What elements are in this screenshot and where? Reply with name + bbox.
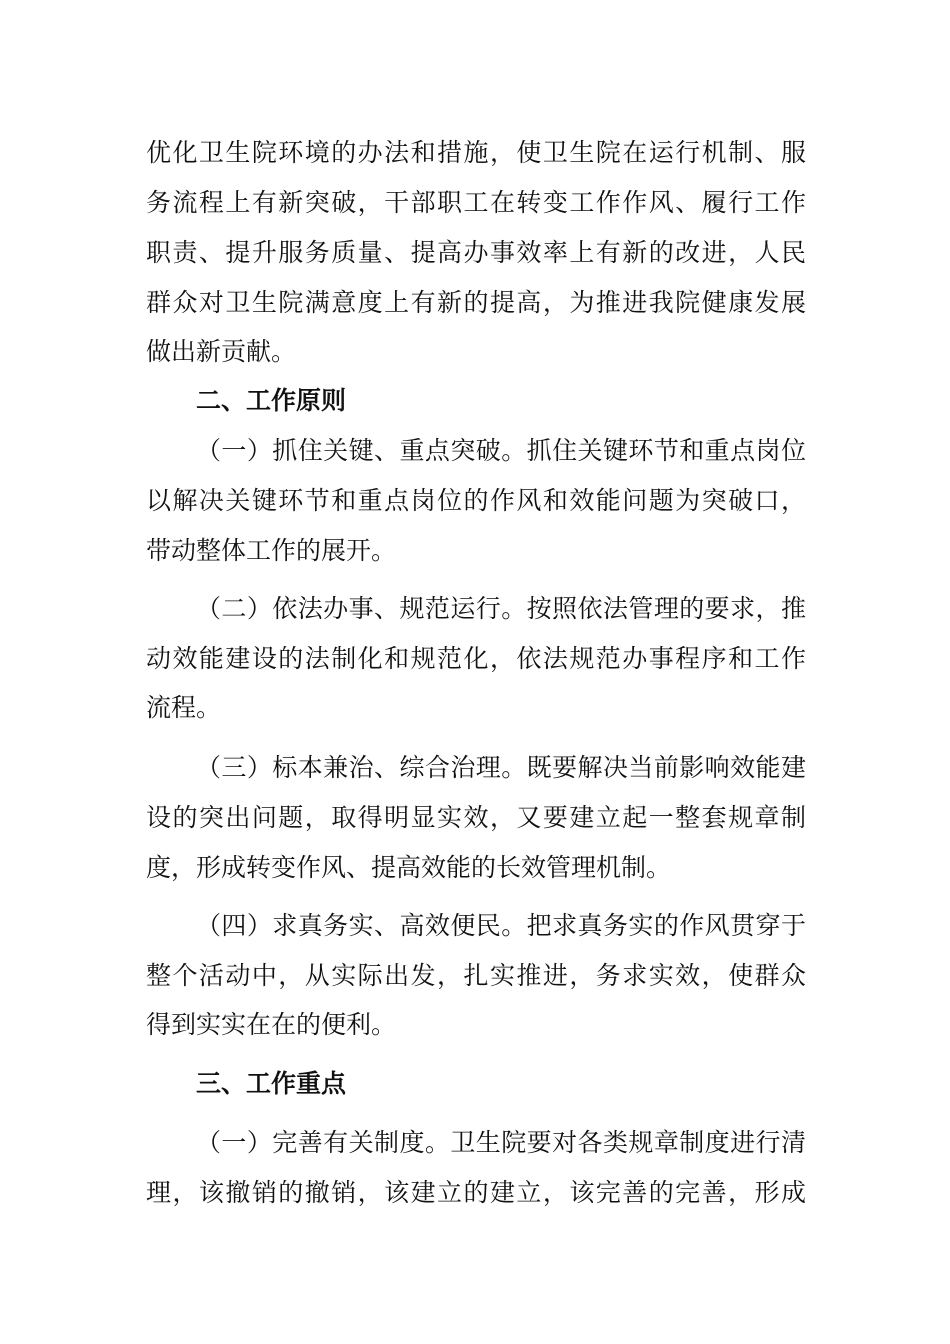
text-line: 整个活动中，从实际出发，扎实推进，务求实效，使群众 xyxy=(146,961,806,990)
text-line: （二）依法办事、规范运行。按照依法管理的要求，推 xyxy=(196,594,806,623)
text-line: 度，形成转变作风、提高效能的长效管理机制。 xyxy=(146,853,672,882)
text-line: 理，该撤销的撤销，该建立的建立，该完善的完善，形成 xyxy=(146,1178,806,1207)
text-line: （三）标本兼治、综合治理。既要解决当前影响效能建 xyxy=(196,753,806,782)
text-line: 务流程上有新突破，干部职工在转变工作作风、履行工作 xyxy=(146,188,806,217)
text-line: 以解决关键环节和重点岗位的作风和效能问题为突破口， xyxy=(146,486,806,515)
text-line: 群众对卫生院满意度上有新的提高，为推进我院健康发展 xyxy=(146,288,806,317)
section-heading: 二、工作原则 xyxy=(196,386,347,415)
text-line: 优化卫生院环境的办法和措施，使卫生院在运行机制、服 xyxy=(146,138,806,167)
text-line: 动效能建设的法制化和规范化，依法规范办事程序和工作 xyxy=(146,644,806,673)
text-line: 得到实实在在的便利。 xyxy=(146,1010,397,1039)
text-line: （一）抓住关键、重点突破。抓住关键环节和重点岗位 xyxy=(196,436,806,465)
text-line: 做出新贡献。 xyxy=(146,337,297,366)
text-line: 设的突出问题，取得明显实效，又要建立起一整套规章制 xyxy=(146,803,806,832)
text-line: 职责、提升服务质量、提高办事效率上有新的改进，人民 xyxy=(146,238,806,267)
section-heading: 三、工作重点 xyxy=(196,1069,347,1098)
text-line: （一）完善有关制度。卫生院要对各类规章制度进行清 xyxy=(196,1128,806,1157)
text-line: 带动整体工作的展开。 xyxy=(146,536,397,565)
text-line: 流程。 xyxy=(146,693,222,722)
text-line: （四）求真务实、高效便民。把求真务实的作风贯穿于 xyxy=(196,911,806,940)
